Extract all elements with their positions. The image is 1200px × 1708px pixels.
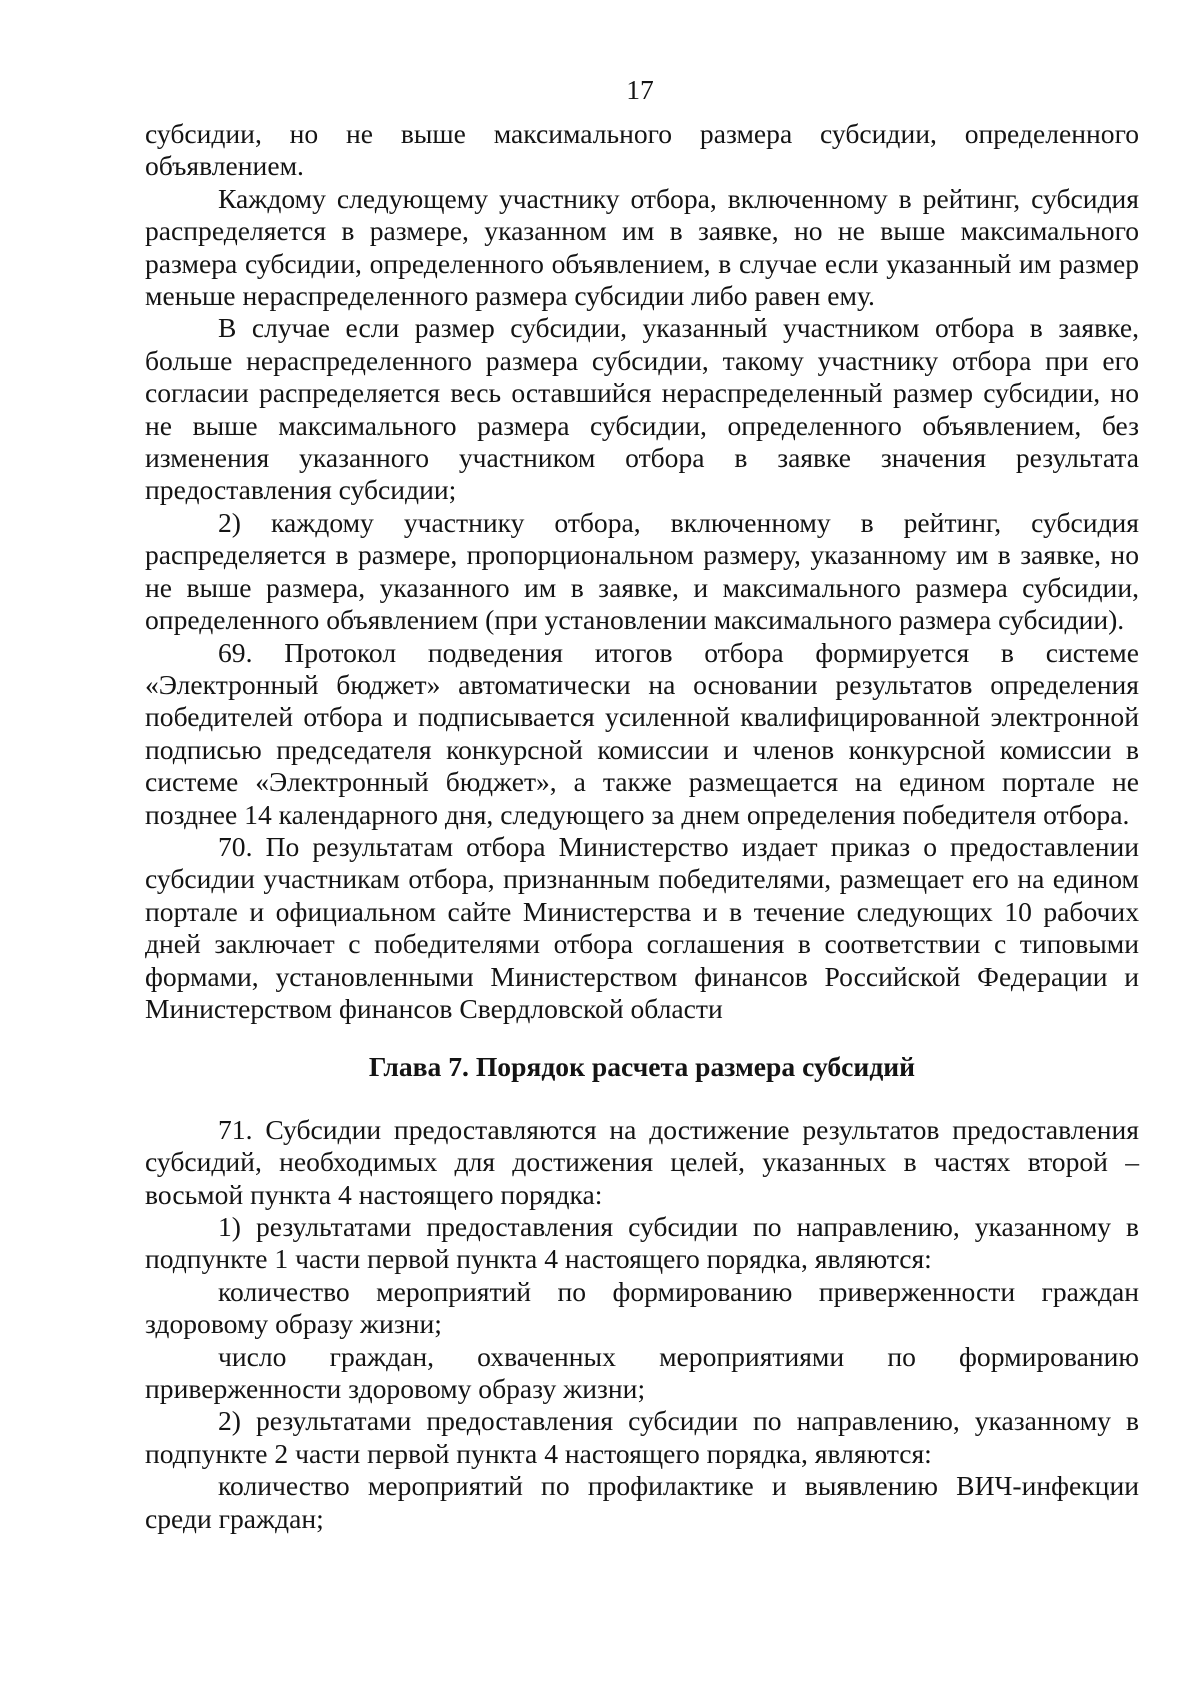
- paragraph-next-participant: Каждому следующему участнику отбора, включенному в рейтинг, субсидия распределяется в размере, указанном им в заявке, но не выше максимального размера субсидии, определенного объявлением, в случае если указанный им размер меньше нераспределенного размера субсидии либо равен ему.: [145, 182, 1139, 312]
- paragraph-exceeding-amount: В случае если размер субсидии, указанный участником отбора в заявке, больше нераспределенного размера субсидии, такому участнику отбора при его согласии распределяется весь оставшийся нераспределенный размер субсидии, но не выше максимального размера субсидии, определенного объявлением, без изменения указанного участником отбора в заявке значения результата предоставления субсидии;: [145, 312, 1139, 506]
- paragraph-citizens-count: число граждан, охваченных мероприятиями по формированию приверженности здоровому образу жизни;: [145, 1340, 1139, 1405]
- paragraph-continuation: субсидии, но не выше максимального размера субсидии, определенного объявлением.: [145, 118, 1139, 182]
- paragraph-clause-70: 70. По результатам отбора Министерство издает приказ о предоставлении субсидии участникам отбора, признанным победителями, размещает его на едином портале и официальном сайте Министерства и в течение следующих 10 рабочих дней заключает с победителями отбора соглашения в соответствии с типовыми формами, установленными Министерством финансов Российской Федерации и Министерством финансов Свердловской области: [145, 830, 1139, 1024]
- paragraph-clause-71: 71. Субсидии предоставляются на достижение результатов предоставления субсидий, необходимых для достижения целей, указанных в частях второй – восьмой пункта 4 настоящего порядка:: [145, 1113, 1139, 1210]
- paragraph-result-item-1: 1) результатами предоставления субсидии по направлению, указанному в подпункте 1 части первой пункта 4 настоящего порядка, являются:: [145, 1211, 1139, 1275]
- paragraph-clause-69: 69. Протокол подведения итогов отбора формируется в системе «Электронный бюджет» автоматически на основании результатов определения победителей отбора и подписывается усиленной квалифицированной электронной подписью председателя конкурсной комиссии и членов конкурсной комиссии в системе «Электронный бюджет», а также размещается на едином портале не позднее 14 календарного дня, следующего за днем определения победителя отбора.: [145, 636, 1139, 830]
- page-number: 17: [626, 74, 654, 105]
- paragraph-result-item-2: 2) результатами предоставления субсидии по направлению, указанному в подпункте 2 части первой пункта 4 настоящего порядка, являются:: [145, 1405, 1139, 1469]
- chapter-heading: Глава 7. Порядок расчета размера субсидий: [368, 1051, 916, 1083]
- document-body: [145, 118, 1139, 1535]
- paragraph-hiv-events: количество мероприятий по профилактике и выявлению ВИЧ-инфекции среди граждан;: [145, 1470, 1139, 1534]
- paragraph-item-2-proportional: 2) каждому участнику отбора, включенному в рейтинг, субсидия распределяется в размере, пропорциональном размеру, указанному им в заявке, но не выше размера, указанного им в заявке, и максимального размера субсидии, определенного объявлением (при установлении максимального размера субсидии).: [145, 506, 1139, 636]
- paragraph-events-count: количество мероприятий по формированию приверженности граждан здоровому образу жизни;: [145, 1275, 1139, 1340]
